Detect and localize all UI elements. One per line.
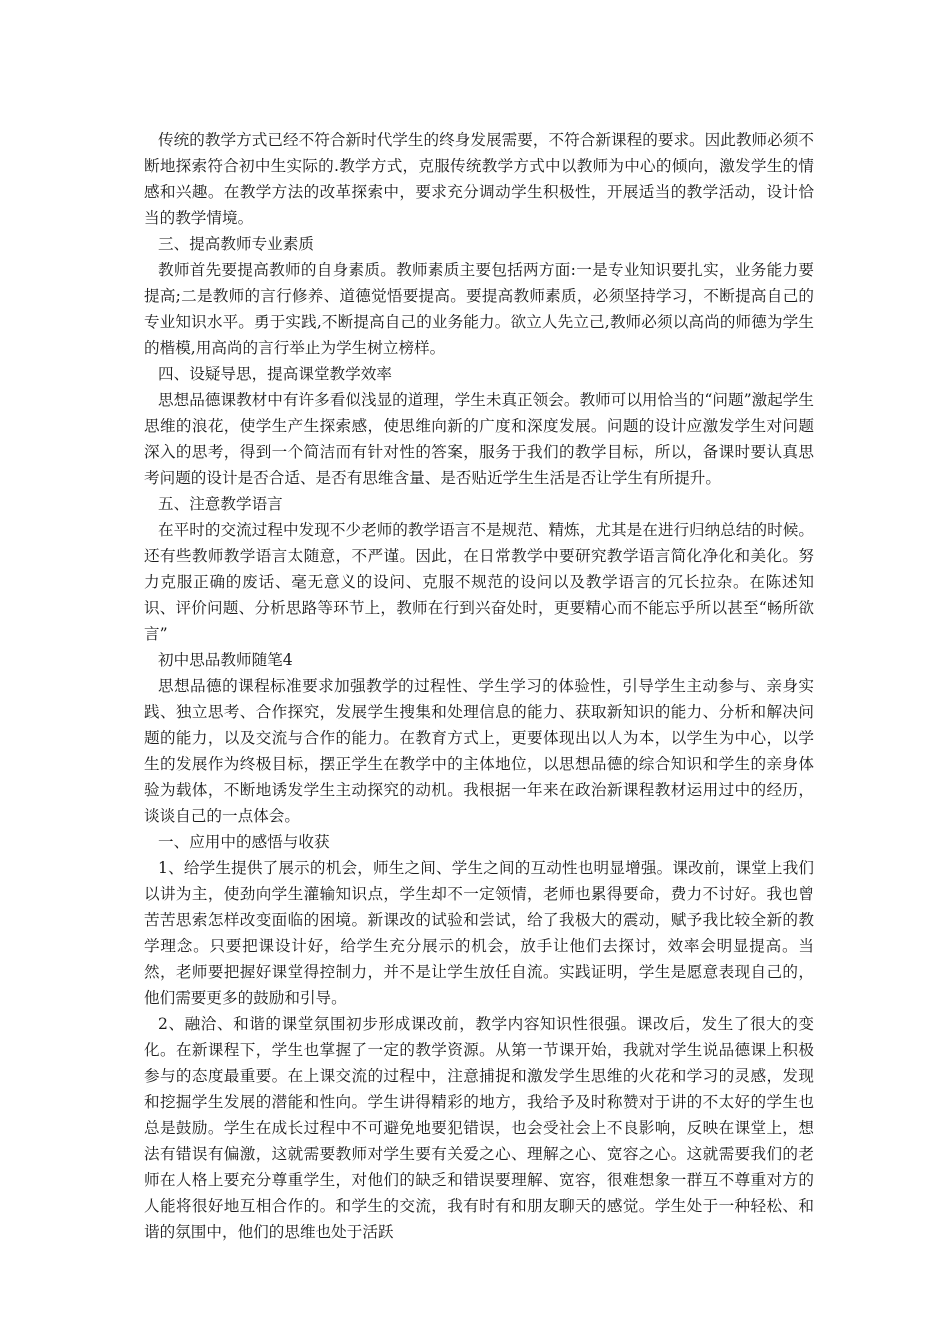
body-paragraph: 1、给学生提供了展示的机会，师生之间、学生之间的互动性也明显增强。课改前，课堂上我们以讲为主，使劲向学生灌输知识点，学生却不一定领情，老师也累得要命，费力不讨好。我也曾苦苦思索怎样改变面临的困境。新课改的试验和尝试，给了我极大的震动，赋予我比较全新的教学理念。只要把课设计好，给学生充分展示的机会，放手让他们去探讨，效率会明显提高。当然，老师要把握好课堂得控制力，并不是让学生放任自流。实践证明，学生是愿意表现自己的，他们需要更多的鼓励和引导。 [144,859,814,1007]
body-paragraph: 思想品德课教材中有许多看似浅显的道理，学生未真正领会。教师可以用恰当的“问题”激起学生思维的浪花，使学生产生探索感，使思维向新的广度和深度发展。问题的设计应激发学生对问题深入的思考，得到一个简洁而有针对性的答案，服务于我们的教学目标，所以，备课时要认真思考问题的设计是否合适、是否有思维含量、是否贴近学生生活是否让学生有所提升。 [144,391,814,487]
body-paragraph: 2、融洽、和谐的课堂氛围初步形成课改前，教学内容知识性很强。课改后，发生了很大的变化。在新课程下，学生也掌握了一定的教学资源。从第一节课开始，我就对学生说品德课上积极参与的态度最重要。在上课交流的过程中，注意捕捉和激发学生思维的火花和学习的灵感，发现和挖掘学生发展的潜能和性向。学生讲得精彩的地方，我给予及时称赞对于讲的不太好的学生也总是鼓励。学生在成长过程中不可避免地要犯错误，也会受社会上不良影响，反映在课堂上，想法有错误有偏激，这就需要教师对学生要有关爱之心、理解之心、宽容之心。这就需要我们的老师在人格上要充分尊重学生，对他们的缺乏和错误要理解、宽容，很难想象一群互不尊重对方的人能将很好地互相合作的。和学生的交流，我有时有和朋友聊天的感觉。学生处于一种轻松、和谐的氛围中，他们的思维也处于活跃 [144,1015,814,1241]
document-page [144,127,814,1245]
section-heading: 三、提高教师专业素质 [158,235,314,253]
body-paragraph: 思想品德的课程标准要求加强教学的过程性、学生学习的体验性，引导学生主动参与、亲身实践、独立思考、合作探究，发展学生搜集和处理信息的能力、获取新知识的能力、分析和解决问题的能力，以及交流与合作的能力。在教育方式上，更要体现出以人为本，以学生为中心，以学生的发展作为终极目标，摆正学生在教学中的主体地位，以思想品德的综合知识和学生的亲身体验为载体，不断地诱发学生主动探究的动机。我根据一年来在政治新课程教材运用过中的经历，谈谈自己的一点体会。 [144,677,814,825]
section-heading: 五、注意教学语言 [158,495,283,513]
section-heading: 四、设疑导思，提高课堂教学效率 [158,365,392,383]
body-paragraph: 在平时的交流过程中发现不少老师的教学语言不是规范、精炼，尤其是在进行归纳总结的时候。还有些教师教学语言太随意，不严谨。因此，在日常教学中要研究教学语言简化净化和美化。努力克服正确的废话、毫无意义的设问、克服不规范的设问以及教学语言的冗长拉杂。在陈述知识、评价问题、分析思路等环节上，教师在行到兴奋处时，更要精心而不能忘乎所以甚至“畅所欲言” [144,521,814,643]
body-paragraph: 教师首先要提高教师的自身素质。教师素质主要包括两方面:一是专业知识要扎实，业务能力要提高;二是教师的言行修养、道德觉悟要提高。要提高教师素质，必须坚持学习，不断提高自己的专业知识水平。勇于实践,不断提高自己的业务能力。欲立人先立己,教师必须以高尚的师德为学生的楷模,用高尚的言行举止为学生树立榜样。 [144,261,814,357]
section-heading: 一、应用中的感悟与收获 [158,833,330,851]
section-heading: 初中思品教师随笔4 [158,651,293,669]
body-paragraph: 传统的教学方式已经不符合新时代学生的终身发展需要，不符合新课程的要求。因此教师必须不断地探索符合初中生实际的.教学方式，克服传统教学方式中以教师为中心的倾向，激发学生的情感和兴趣。在教学方法的改革探索中，要求充分调动学生积极性，开展适当的教学活动，设计恰当的教学情境。 [144,131,814,227]
